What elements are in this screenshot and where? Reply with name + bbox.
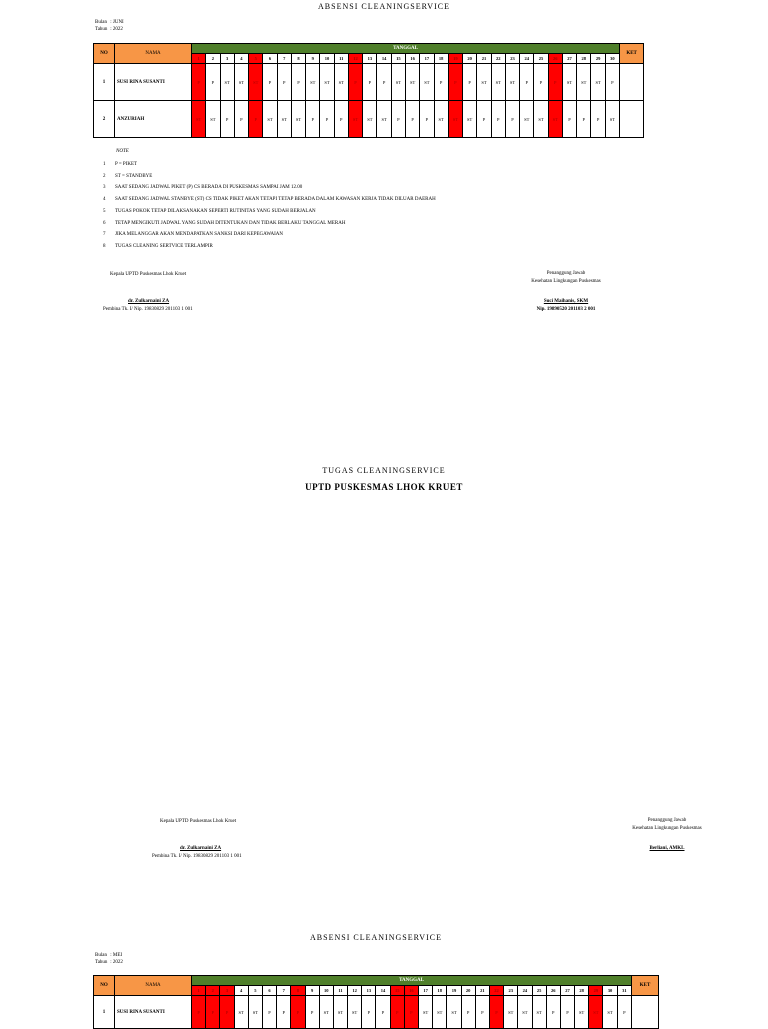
bulan-value: : MEI (110, 953, 123, 958)
day-number: 12 (348, 54, 362, 64)
day-number: 6 (263, 54, 277, 64)
day-number: 25 (534, 54, 548, 64)
attendance-mark: P (560, 996, 574, 1029)
day-number: 5 (248, 986, 262, 996)
day-number: 2 (206, 54, 220, 64)
sig-right-title1: Penanggung Jawab (546, 271, 586, 276)
day-number: 10 (320, 54, 334, 64)
attendance-mark: ST (206, 101, 220, 138)
day-number: 13 (362, 986, 376, 996)
note-title: NOTE (116, 149, 129, 154)
attendance-mark: P (605, 64, 619, 101)
sheet2-title: TUGAS CLEANINGSERVICE (322, 466, 446, 475)
attendance-mark: ST (491, 64, 505, 101)
day-number: 4 (234, 986, 248, 996)
attendance-mark: P (591, 101, 605, 138)
table-row (94, 64, 644, 101)
attendance-mark: P (334, 101, 348, 138)
col-header-no: NO (94, 976, 115, 996)
day-number: 30 (605, 54, 619, 64)
sheet2-sig-left-name: dr. Zulkarnaini ZA (180, 846, 222, 851)
attendance-mark: ST (234, 996, 248, 1029)
day-number: 11 (334, 54, 348, 64)
sheet3-bulan (95, 952, 122, 959)
attendance-mark: P (461, 996, 475, 1029)
attendance-mark: P (305, 996, 319, 1029)
note-number: 5 (103, 208, 106, 214)
day-number: 14 (377, 54, 391, 64)
attendance-mark: P (262, 996, 276, 1029)
attendance-mark: ST (420, 64, 434, 101)
day-number: 7 (277, 986, 291, 996)
attendance-mark: ST (320, 64, 334, 101)
attendance-mark: P (220, 996, 234, 1029)
day-number: 17 (420, 54, 434, 64)
day-number: 5 (249, 54, 263, 64)
attendance-mark: P (475, 996, 489, 1029)
day-number: 22 (491, 54, 505, 64)
attendance-mark: P (546, 996, 560, 1029)
day-number: 22 (489, 986, 503, 996)
attendance-mark: ST (363, 101, 377, 138)
note-text: TUGAS CLEANING SERTVICE TERLAMPIR (115, 243, 213, 249)
day-number: 25 (532, 986, 546, 996)
day-number: 10 (319, 986, 333, 996)
attendance-mark: ST (348, 101, 362, 138)
sig-right-name: Suci Maihanis, SKM (543, 299, 589, 304)
day-number: 7 (277, 54, 291, 64)
attendance-mark: ST (319, 996, 333, 1029)
attendance-mark: ST (377, 101, 391, 138)
attendance-mark: ST (234, 64, 248, 101)
note-text: SAAT SEDANG JADWAL PIKET (P) CS BERADA DI PUSKESMAS SAMPAI JAM 12.00 (115, 185, 303, 191)
day-number: 14 (376, 986, 390, 996)
tahun-value: : 2022 (110, 27, 123, 32)
attendance-mark: P (491, 101, 505, 138)
attendance-mark: ST (548, 101, 562, 138)
attendance-mark: P (505, 101, 519, 138)
attendance-mark: ST (419, 996, 433, 1029)
note-item (103, 159, 436, 171)
day-number: 12 (348, 986, 362, 996)
attendance-mark: P (249, 101, 263, 138)
day-number: 20 (463, 54, 477, 64)
attendance-mark: ST (248, 996, 262, 1029)
attendance-mark: P (291, 996, 305, 1029)
attendance-mark: P (405, 101, 419, 138)
day-number: 8 (291, 54, 305, 64)
day-number: 8 (291, 986, 305, 996)
attendance-mark: ST (591, 64, 605, 101)
note-text: ST = STANDBYE (115, 173, 153, 179)
sheet2-sig-left-nip: Pembina Tk. I/ Nip. 19830829 201103 1 001 (152, 854, 242, 859)
attendance-mark: ST (391, 64, 405, 101)
attendance-mark: ST (291, 101, 305, 138)
attendance-mark: P (391, 101, 405, 138)
attendance-mark: ST (504, 996, 518, 1029)
attendance-mark: ST (575, 996, 589, 1029)
note-number: 2 (103, 173, 106, 179)
note-text: TETAP MENGIKUTI JADWAL YANG SUDAH DITENTUKAN DAN TIDAK BERLAKU TANGGAL MERAH (115, 220, 346, 226)
attendance-mark: ST (463, 101, 477, 138)
attendance-mark: P (277, 64, 291, 101)
attendance-mark: P (306, 101, 320, 138)
attendance-mark: P (420, 101, 434, 138)
attendance-table-june (93, 43, 644, 138)
attendance-mark: P (434, 64, 448, 101)
note-item (103, 206, 436, 218)
day-number: 27 (562, 54, 576, 64)
attendance-mark: P (206, 996, 220, 1029)
tahun-label: Tahun (95, 960, 108, 965)
day-number: 3 (220, 54, 234, 64)
attendance-mark: ST (447, 996, 461, 1029)
day-number: 29 (589, 986, 603, 996)
bulan-label: Bulan (95, 953, 107, 958)
bulan-value: : JUNI (110, 20, 124, 25)
ket-cell (620, 101, 644, 138)
attendance-mark: ST (348, 996, 362, 1029)
day-number: 15 (390, 986, 404, 996)
ket-cell (620, 64, 644, 101)
notes-list (103, 159, 436, 253)
note-item (103, 241, 436, 253)
attendance-mark: ST (249, 64, 263, 101)
note-item (103, 194, 436, 206)
day-number: 20 (461, 986, 475, 996)
col-header-ket: KET (632, 976, 659, 996)
sheet2-sig-right-title2: Kesehatan Lingkungan Puskesmas (632, 826, 702, 831)
attendance-mark: P (489, 996, 503, 1029)
attendance-mark: P (376, 996, 390, 1029)
day-number: 13 (363, 54, 377, 64)
attendance-mark: ST (434, 101, 448, 138)
day-number: 28 (577, 54, 591, 64)
attendance-mark: P (263, 64, 277, 101)
attendance-mark: P (192, 64, 206, 101)
day-number: 26 (548, 54, 562, 64)
attendance-mark: ST (532, 996, 546, 1029)
attendance-mark: ST (263, 101, 277, 138)
day-number: 4 (234, 54, 248, 64)
note-number: 4 (103, 197, 106, 203)
note-number: 7 (103, 232, 106, 238)
attendance-mark: P (362, 996, 376, 1029)
attendance-mark: ST (577, 64, 591, 101)
day-number: 21 (477, 54, 491, 64)
attendance-mark: P (477, 101, 491, 138)
day-number: 15 (391, 54, 405, 64)
bulan-label: Bulan (95, 20, 107, 25)
table-row (94, 101, 644, 138)
day-number: 17 (419, 986, 433, 996)
attendance-mark: ST (603, 996, 617, 1029)
sig-left-title: Kepala UPTD Puskesmas Lhok Kruet (110, 272, 187, 277)
sheet1-title: ABSENSI CLEANINGSERVICE (318, 2, 450, 11)
attendance-mark: ST (433, 996, 447, 1029)
sheet3-tahun (95, 959, 123, 966)
sheet2-sig-right-title1: Penanggung Jawab (647, 818, 687, 823)
note-item (103, 218, 436, 230)
day-number: 1 (192, 54, 206, 64)
day-number: 24 (518, 986, 532, 996)
attendance-mark: P (617, 996, 631, 1029)
day-number: 26 (546, 986, 560, 996)
note-text: P = PIKET (115, 162, 138, 167)
attendance-mark: ST (534, 101, 548, 138)
note-text: JIKA MELANGGAR AKAN MENDAPATKAN SANKSI DARI KEPEGAWAIAN (115, 232, 284, 238)
attendance-mark: P (463, 64, 477, 101)
day-number: 23 (504, 986, 518, 996)
day-number: 19 (448, 54, 462, 64)
note-text: TUGAS POKOK TETAP DILAKSANAKAN SEPERTI RUTINITAS YANG SUDAH BERJALAN (115, 208, 316, 214)
day-number: 31 (617, 986, 631, 996)
attendance-mark: P (520, 64, 534, 101)
attendance-mark: ST (277, 101, 291, 138)
note-number: 8 (103, 243, 106, 249)
employee-name: ANZURIAH (115, 101, 192, 138)
attendance-table-may (93, 975, 659, 1029)
attendance-mark: P (562, 101, 576, 138)
sheet2-subtitle: UPTD PUSKESMAS LHOK KRUET (305, 482, 463, 492)
attendance-mark: P (277, 996, 291, 1029)
day-number: 9 (306, 54, 320, 64)
col-header-nama: NAMA (115, 976, 192, 996)
day-number: 6 (262, 986, 276, 996)
attendance-mark: P (534, 64, 548, 101)
attendance-mark: ST (334, 64, 348, 101)
day-number: 21 (475, 986, 489, 996)
attendance-mark: P (348, 64, 362, 101)
note-number: 3 (103, 185, 106, 191)
attendance-mark: P (448, 64, 462, 101)
day-number: 28 (575, 986, 589, 996)
col-header-tanggal: TANGGAL (192, 976, 632, 986)
attendance-mark: ST (405, 64, 419, 101)
attendance-mark: ST (306, 64, 320, 101)
attendance-mark: P (220, 101, 234, 138)
attendance-mark: P (291, 64, 305, 101)
attendance-mark: ST (605, 101, 619, 138)
attendance-mark: ST (448, 101, 462, 138)
row-number: 2 (94, 101, 115, 138)
sheet1-tahun (95, 26, 123, 33)
col-header-ket: KET (620, 44, 644, 64)
day-number: 27 (560, 986, 574, 996)
attendance-mark: ST (220, 64, 234, 101)
note-item (103, 171, 436, 183)
day-number: 23 (505, 54, 519, 64)
attendance-mark: ST (192, 101, 206, 138)
row-number: 1 (94, 64, 115, 101)
attendance-mark: ST (562, 64, 576, 101)
day-number: 29 (591, 54, 605, 64)
day-number: 1 (192, 986, 206, 996)
day-number: 2 (206, 986, 220, 996)
attendance-mark: ST (520, 101, 534, 138)
day-number: 9 (305, 986, 319, 996)
sig-left-nip: Pembina Tk. I/ Nip. 19830829 201103 1 001 (103, 307, 193, 312)
attendance-mark: P (363, 64, 377, 101)
day-number: 16 (405, 54, 419, 64)
day-number: 3 (220, 986, 234, 996)
attendance-mark: P (192, 996, 206, 1029)
tahun-label: Tahun (95, 27, 108, 32)
day-number: 19 (447, 986, 461, 996)
row-number: 1 (94, 996, 115, 1029)
day-number: 18 (433, 986, 447, 996)
day-number: 24 (520, 54, 534, 64)
attendance-mark: P (206, 64, 220, 101)
day-number: 30 (603, 986, 617, 996)
tahun-value: : 2022 (110, 960, 123, 965)
sheet3-title: ABSENSI CLEANINGSERVICE (310, 933, 442, 942)
sig-right-title2: Kesehatan Lingkungan Puskesmas (531, 279, 601, 284)
sheet1-bulan (95, 19, 124, 26)
attendance-mark: ST (589, 996, 603, 1029)
note-number: 6 (103, 220, 106, 226)
col-header-no: NO (94, 44, 115, 64)
attendance-mark: P (320, 101, 334, 138)
employee-name: SUSI RINA SUSANTI (115, 64, 192, 101)
attendance-mark: P (404, 996, 418, 1029)
attendance-mark: ST (518, 996, 532, 1029)
attendance-mark: P (377, 64, 391, 101)
attendance-mark: P (548, 64, 562, 101)
note-number: 1 (103, 162, 106, 167)
employee-name: SUSI RINA SUSANTI (115, 996, 192, 1029)
attendance-mark: P (234, 101, 248, 138)
sig-left-name: dr. Zulkarnaini ZA (128, 299, 170, 304)
attendance-mark: ST (333, 996, 347, 1029)
note-item (103, 182, 436, 194)
sheet2-sig-right-name: Berliani, AMKL (649, 846, 685, 851)
col-header-nama: NAMA (115, 44, 192, 64)
attendance-mark: P (577, 101, 591, 138)
day-number: 11 (333, 986, 347, 996)
note-item (103, 229, 436, 241)
attendance-mark: ST (477, 64, 491, 101)
note-text: SAAT SEDANG JADWAL STANBYE (ST) CS TIDAK PIKET AKAN TETAPI TETAP BERADA DALAM KAWASAN KERJA TIDAK DILUAR DAERAH (115, 197, 436, 203)
col-header-tanggal: TANGGAL (192, 44, 620, 54)
sheet2-sig-left-title: Kepala UPTD Puskesmas Lhok Kruet (160, 819, 237, 824)
attendance-mark: ST (505, 64, 519, 101)
sig-right-nip: Nip. 19890520 201103 2 001 (536, 307, 596, 312)
day-number: 16 (404, 986, 418, 996)
day-number: 18 (434, 54, 448, 64)
attendance-mark: P (390, 996, 404, 1029)
